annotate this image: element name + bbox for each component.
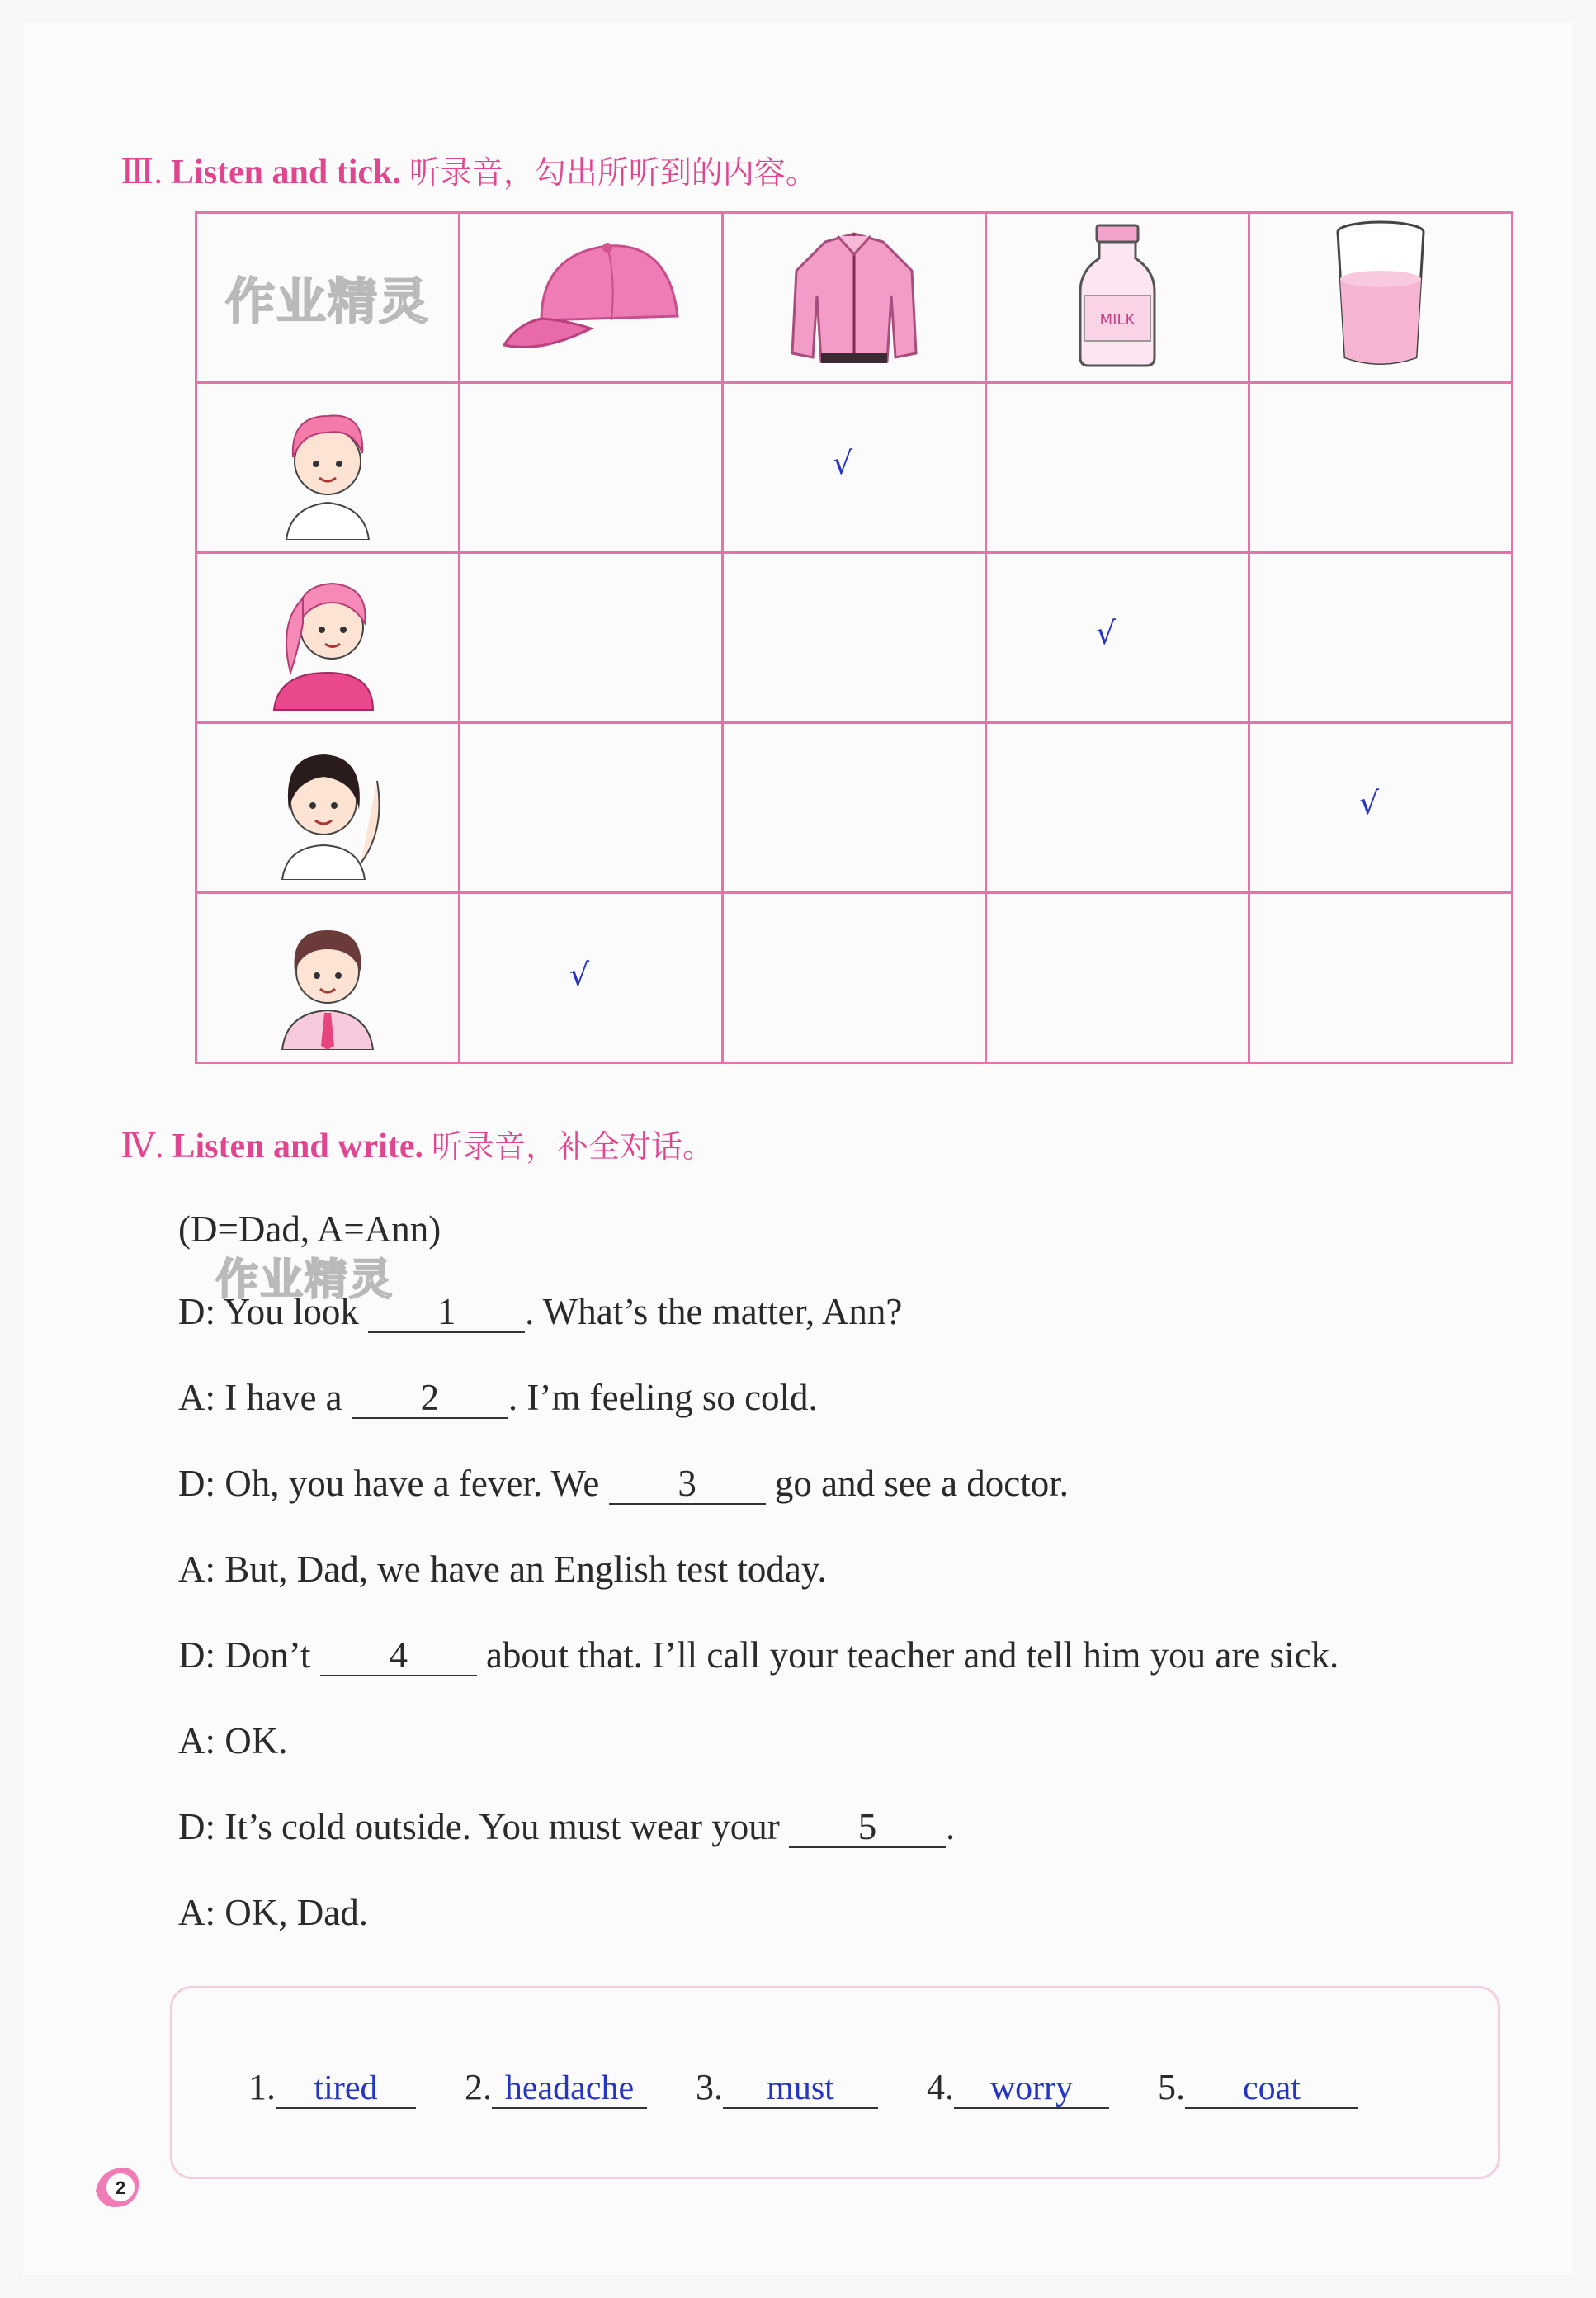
section-4-number: Ⅳ. <box>120 1128 164 1166</box>
dialogue-line-6 <box>178 1719 288 1762</box>
line-text: D: You look <box>178 1291 369 1332</box>
dialogue-line-2 <box>178 1376 818 1419</box>
dialogue-line-8 <box>178 1891 368 1934</box>
answer-field-4[interactable]: worry <box>954 2069 1109 2109</box>
corner-cell <box>196 213 460 383</box>
dialogue-line-1 <box>178 1290 902 1333</box>
person-cell <box>196 553 460 723</box>
tick-cell <box>986 893 1249 1063</box>
table-row <box>196 723 1513 893</box>
watermark: 作业精灵 <box>225 272 430 331</box>
answer-number: 5. <box>1158 2067 1185 2107</box>
tick-mark: √ <box>1358 784 1380 821</box>
answer-number: 2. <box>465 2067 492 2107</box>
answer-number: 4. <box>927 2067 954 2107</box>
line-text: about that. I’ll call your teacher and tell him you are sick. <box>476 1634 1339 1676</box>
table-row <box>196 553 1513 723</box>
answer-box <box>170 1986 1500 2179</box>
answer-number: 3. <box>696 2067 723 2107</box>
section-3-number: Ⅲ. <box>120 154 163 192</box>
tick-cell <box>723 383 986 553</box>
answer-4 <box>927 2066 1109 2109</box>
tick-mark: √ <box>569 956 590 993</box>
boy-spiky-hair-avatar <box>270 391 385 540</box>
line-text: A: But, Dad, we have an English test today. <box>178 1549 827 1590</box>
page-number-badge <box>92 2161 144 2212</box>
tick-cell <box>460 723 723 893</box>
blank-1[interactable]: 1 <box>368 1293 525 1333</box>
blank-3[interactable]: 3 <box>609 1464 766 1505</box>
line-text: . I’m feeling so cold. <box>508 1377 818 1418</box>
answer-field-1[interactable]: tired <box>276 2069 416 2109</box>
tick-mark: √ <box>1095 614 1117 651</box>
blank-2[interactable]: 2 <box>352 1378 508 1419</box>
tick-cell <box>1249 893 1513 1063</box>
tick-cell <box>1249 553 1513 723</box>
answer-field-3[interactable]: must <box>723 2069 878 2109</box>
tick-cell <box>460 893 723 1063</box>
workbook-page <box>23 23 1573 2275</box>
tick-cell <box>1249 723 1513 893</box>
cap-cell <box>460 213 723 383</box>
glass-icon <box>1327 217 1434 374</box>
tick-cell <box>986 383 1249 553</box>
line-text: A: OK. <box>178 1720 288 1761</box>
answer-3 <box>696 2066 878 2109</box>
person-cell <box>196 723 460 893</box>
tick-cell <box>986 723 1249 893</box>
cap-icon <box>492 229 690 362</box>
tick-cell <box>723 893 986 1063</box>
milk-label: MILK <box>1099 311 1136 329</box>
tick-table <box>195 211 1513 1064</box>
tick-cell <box>723 553 986 723</box>
answer-field-5[interactable]: coat <box>1185 2069 1358 2109</box>
milk-cell <box>986 213 1249 383</box>
tick-cell <box>1249 383 1513 553</box>
line-text: . <box>945 1806 956 1847</box>
answer-field-2[interactable]: headache <box>492 2069 647 2109</box>
line-text: A: I have a <box>178 1377 352 1418</box>
speaker-legend: (D=Dad, A=Ann) <box>178 1208 441 1250</box>
blank-5[interactable]: 5 <box>789 1808 946 1848</box>
section-4-instruction: 听录音，补全对话。 <box>431 1128 714 1165</box>
table-row <box>196 893 1513 1063</box>
table-row <box>196 383 1513 553</box>
girl-black-hair-avatar <box>262 731 394 880</box>
tick-cell <box>986 553 1249 723</box>
watermark: 作业精灵 <box>215 1255 394 1305</box>
section-3-heading <box>120 147 817 192</box>
person-cell <box>196 383 460 553</box>
dialogue-line-7 <box>178 1805 955 1848</box>
tick-cell <box>460 383 723 553</box>
section-3-title: Listen and tick. <box>171 154 401 192</box>
section-4-heading <box>120 1121 714 1166</box>
dialogue-line-5 <box>178 1634 1339 1676</box>
person-cell <box>196 893 460 1063</box>
jacket-cell <box>723 213 986 383</box>
section-4-title: Listen and write. <box>172 1128 423 1166</box>
line-text: D: Don’t <box>178 1634 320 1676</box>
answer-2 <box>465 2066 647 2109</box>
line-text: . What’s the matter, Ann? <box>525 1291 903 1332</box>
answer-number: 1. <box>248 2067 276 2107</box>
dialogue-line-4 <box>178 1548 827 1591</box>
line-text: A: OK, Dad. <box>178 1892 368 1933</box>
dialogue-line-3 <box>178 1462 1069 1505</box>
milk-bottle-icon <box>1068 221 1167 370</box>
blank-4[interactable]: 4 <box>320 1636 477 1676</box>
jacket-icon <box>780 221 928 370</box>
section-3-instruction: 听录音，勾出所听到的内容。 <box>408 154 817 191</box>
answer-5 <box>1158 2066 1358 2109</box>
girl-ponytail-avatar <box>266 557 390 714</box>
answer-1 <box>248 2066 416 2109</box>
header-row <box>196 213 1513 383</box>
tick-cell <box>460 553 723 723</box>
water-cell <box>1249 213 1513 383</box>
boy-tie-avatar <box>270 901 385 1050</box>
tick-mark: √ <box>832 444 853 481</box>
line-text: go and see a doctor. <box>765 1463 1070 1504</box>
page-number: 2 <box>115 2177 126 2198</box>
line-text: D: It’s cold outside. You must wear your <box>178 1806 789 1847</box>
tick-cell <box>723 723 986 893</box>
line-text: D: Oh, you have a fever. We <box>178 1463 609 1504</box>
